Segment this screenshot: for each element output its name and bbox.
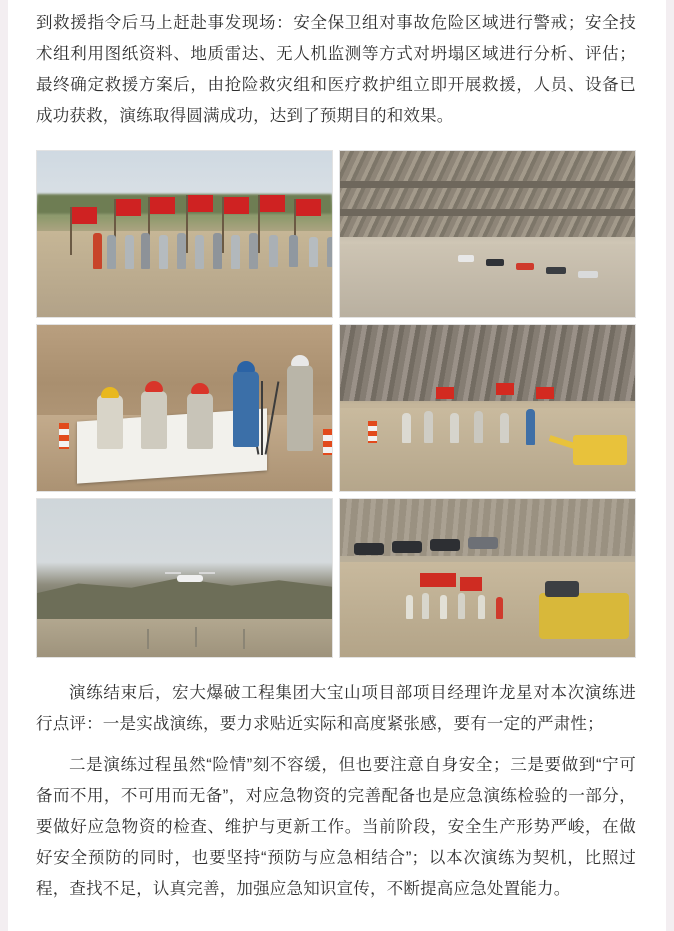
photo-1-flag [71, 207, 97, 224]
page-left-margin [0, 0, 8, 931]
photo-engineers-reviewing-drawings [36, 324, 333, 492]
photo-3-hardhat [145, 381, 163, 392]
photo-3-person [187, 393, 213, 449]
photo-6-person [440, 595, 447, 619]
photo-6-person [406, 595, 413, 619]
drone-icon [177, 575, 203, 582]
photo-2-haul-road [340, 244, 635, 317]
photo-3-tripod-leg [261, 381, 263, 455]
photo-6-vehicle [468, 537, 498, 549]
photo-6-person [458, 593, 465, 619]
photo-1-person [93, 233, 102, 269]
photo-3-hardhat [101, 387, 119, 398]
photo-1-flag [187, 195, 213, 212]
photo-3-person [233, 371, 259, 447]
photo-1-flag-pole [70, 207, 72, 255]
photo-1-flag [223, 197, 249, 214]
photo-6-vehicle [354, 543, 384, 555]
photo-6-dump-truck [539, 593, 629, 639]
photo-5-post [195, 627, 197, 647]
photo-staging-area-equipment [339, 498, 636, 658]
gallery-row-1 [36, 150, 636, 318]
photo-6-person [422, 593, 429, 619]
photo-1-person [231, 235, 240, 269]
photo-2-vehicle [458, 255, 474, 262]
photo-2-vehicle [546, 267, 566, 274]
photo-1-flag-pole [222, 197, 224, 253]
photo-5-post [147, 629, 149, 649]
photo-2-vehicle [516, 263, 534, 270]
photo-5-post [243, 629, 245, 649]
photo-6-vehicle [392, 541, 422, 553]
photo-drill-flags-excavator [339, 324, 636, 492]
photo-1-person [141, 233, 150, 269]
photo-4-worker [450, 413, 459, 443]
photo-4-excavator [573, 435, 627, 465]
photo-4-worker [474, 411, 483, 443]
photo-4-worker [500, 413, 509, 443]
paragraph-3: 二是演练过程虽然“险情”刻不容缓，但也要注意自身安全；三是要做到“宁可备而不用，不可用而无备”，对应急物资的完善配备也是应急演练检验的一部分，要做好应急物资的检查、维护与更新工作。当前阶段，安全生产形势严峻，在做好安全预防的同时，也要坚持“预防与应急相结合”；以本次演练为契机，比照过程，查找不足，认真完善，加强应急知识宣传，不断提高应急处置能力。 [36, 756, 636, 898]
photo-1-flag [115, 199, 141, 216]
photo-1-person [159, 235, 168, 269]
photo-6-banner [420, 573, 456, 587]
photo-1-person [125, 235, 134, 269]
photo-5-slope [37, 619, 332, 657]
photo-4-worker [526, 409, 535, 445]
page-right-margin [666, 0, 674, 931]
photo-2-vehicle [486, 259, 504, 266]
photo-1-person [289, 235, 298, 267]
photo-1-flag [295, 199, 321, 216]
paragraph-2: 演练结束后，宏大爆破工程集团大宝山项目部项目经理许龙星对本次演练进行点评：一是实战演练，要力求贴近实际和高度紧张感，要有一定的严肃性； [36, 684, 636, 733]
photo-1-flag-pole [258, 195, 260, 253]
paragraph-1: 到救援指令后马上赶赴事发现场：安全保卫组对事故危险区域进行警戒；安全技术组利用图纸资料、地质雷达、无人机监测等方式对坍塌区域进行分析、评估；最终确定救援方案后，由抢险救灾组和医疗救护组立即开展救援，人员、设备已成功获救，演练取得圆满成功，达到了预期目的和效果。 [36, 14, 636, 125]
photo-4-rock-face [340, 325, 635, 401]
photo-6-vehicle [430, 539, 460, 551]
photo-6-person [478, 595, 485, 619]
photo-3-person [287, 365, 313, 451]
photo-6-person [496, 597, 503, 619]
photo-4-worker [424, 411, 433, 443]
photo-1-flag [149, 197, 175, 214]
photo-rescue-team-lineup [36, 150, 333, 318]
photo-gallery [36, 150, 636, 658]
photo-1-person [269, 235, 278, 267]
photo-3-traffic-cone [59, 423, 69, 449]
photo-1-person [195, 235, 204, 269]
photo-3-hardhat [191, 383, 209, 394]
photo-4-worker [402, 413, 411, 443]
photo-2-bench [340, 181, 635, 188]
photo-4-traffic-cone [368, 421, 377, 443]
photo-4-flag [496, 383, 514, 395]
photo-3-hardhat [291, 355, 309, 366]
photo-3-person [97, 395, 123, 449]
photo-1-person [177, 233, 186, 269]
gallery-row-3 [36, 498, 636, 658]
photo-1-flag [259, 195, 285, 212]
photo-1-person [249, 233, 258, 269]
photo-2-vehicle [578, 271, 598, 278]
closing-text [36, 664, 636, 905]
photo-1-flag-pole [186, 195, 188, 253]
photo-1-person [309, 237, 318, 267]
photo-1-person [213, 233, 222, 269]
photo-3-hardhat [237, 361, 255, 372]
photo-4-flag [436, 387, 454, 399]
photo-3-person [141, 391, 167, 449]
photo-quarry-road-vehicles [339, 150, 636, 318]
photo-2-bench [340, 209, 635, 216]
photo-3-traffic-cone [323, 429, 333, 455]
photo-4-flag [536, 387, 554, 399]
photo-6-banner [460, 577, 482, 591]
photo-1-person [107, 235, 116, 269]
gallery-row-2 [36, 324, 636, 492]
photo-2-rock-wall [340, 151, 635, 237]
photo-drone-monitoring-slope [36, 498, 333, 658]
photo-1-person [327, 237, 333, 267]
